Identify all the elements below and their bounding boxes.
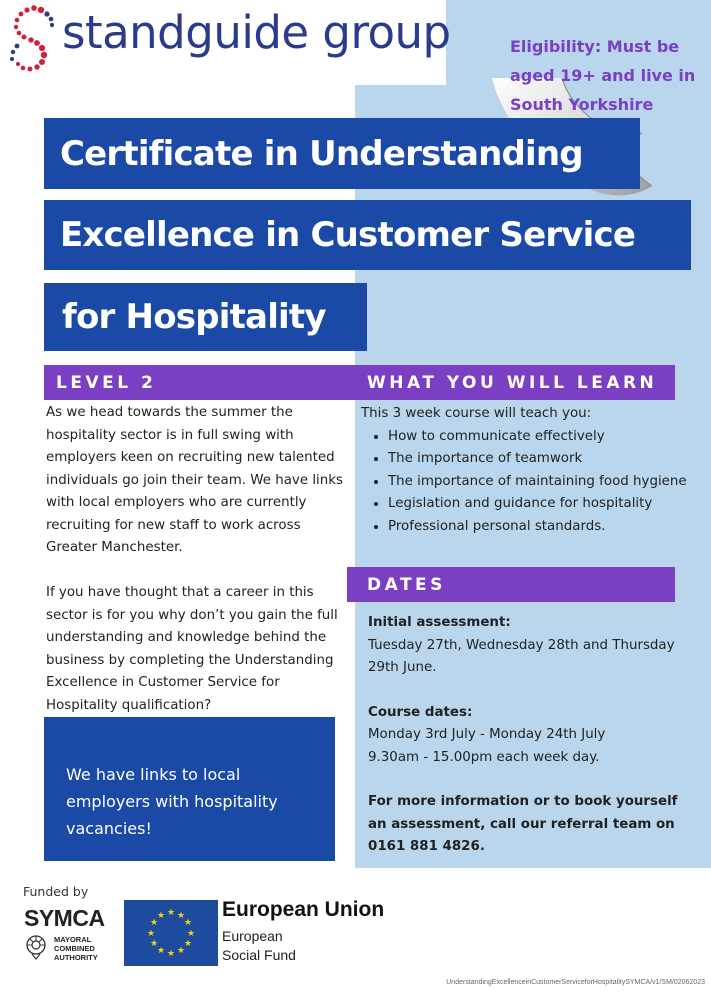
career-paragraph: If you have thought that a career in this sector is for you why don’t you gain the full understanding and knowledge behind the business by completing the Understanding Excellence in Customer Service for Hospitality qualification? <box>46 585 338 713</box>
level-heading-bar <box>44 365 358 400</box>
contact-info: For more information or to book yourself an assessment, call our referral team on 0161 881 4826. <box>368 794 678 854</box>
eu-title: European Union <box>222 898 385 921</box>
intro-paragraph: As we head towards the summer the hospitality sector is in full swing with employers keen on recruiting new talented individuals go join their team. We have links with local employers who are currently recruiting for new staff to work across Greater Manchester. <box>46 405 343 555</box>
svg-text:★: ★ <box>166 908 176 918</box>
learn-heading: WHAT YOU WILL LEARN <box>367 372 658 393</box>
svg-text:★: ★ <box>149 939 159 949</box>
level-heading: LEVEL 2 <box>56 372 157 393</box>
svg-text:★: ★ <box>156 911 166 921</box>
svg-text:★: ★ <box>186 929 196 939</box>
eu-flag-icon <box>124 900 218 966</box>
svg-text:★: ★ <box>183 918 193 928</box>
list-item: • Professional personal standards. <box>388 516 701 539</box>
dates-heading-bar <box>347 567 675 602</box>
svg-text:★: ★ <box>146 929 156 939</box>
company-logo-text: standguide group <box>62 6 451 59</box>
symca-subtitle <box>54 935 98 962</box>
title-banner-line-2 <box>44 200 691 270</box>
svg-text:★: ★ <box>149 918 159 928</box>
list-item: • Legislation and guidance for hospitality <box>388 493 701 516</box>
dates-section <box>368 612 698 859</box>
symca-logo-text: SYMCA <box>24 905 105 931</box>
logo-area <box>0 0 451 85</box>
title-line-2: Excellence in Customer Service <box>60 215 636 255</box>
title-banner-line-3 <box>44 283 367 351</box>
title-line-3: for Hospitality <box>62 297 326 337</box>
eu-stars-icon <box>124 900 218 966</box>
symca-sub-line-2: COMBINED <box>54 944 95 953</box>
eu-sub-line-2: Social Fund <box>222 947 296 963</box>
svg-text:★: ★ <box>156 946 166 956</box>
standguide-logo-icon <box>8 2 62 82</box>
list-item: • The importance of teamwork <box>388 448 701 471</box>
course-dates-line-2: 9.30am - 15.00pm each week day. <box>368 749 600 765</box>
learn-heading-bar <box>355 365 675 400</box>
document-reference: UnderstandingExcellenceinCustomerServiceforHospitalitySYMCA/v1/SM/02062023 <box>446 979 705 986</box>
learn-intro: This 3 week course will teach you: <box>361 406 592 421</box>
dates-heading: DATES <box>367 574 446 595</box>
callout-box <box>44 717 335 861</box>
course-dates-line-1: Monday 3rd July - Monday 24th July <box>368 727 606 742</box>
learn-list <box>361 426 701 539</box>
svg-text:★: ★ <box>176 911 186 921</box>
svg-text:★: ★ <box>166 949 176 959</box>
learn-section <box>361 403 701 538</box>
eligibility-note: Eligibility: Must be aged 19+ and live in South Yorkshire <box>510 37 696 114</box>
list-item: • The importance of maintaining food hygiene <box>388 471 701 494</box>
callout-text: We have links to local employers with hospitality vacancies! <box>66 765 278 838</box>
initial-assessment-text: Tuesday 27th, Wednesday 28th and Thursday 29th June. <box>368 637 675 675</box>
eu-sub-line-1: European <box>222 928 283 944</box>
list-item: • How to communicate effectively <box>388 426 701 449</box>
svg-text:★: ★ <box>176 946 186 956</box>
title-line-1: Certificate in Understanding <box>60 133 583 174</box>
course-dates-label: Course dates: <box>368 704 473 720</box>
initial-assessment-label: Initial assessment: <box>368 615 511 630</box>
title-banner-line-1 <box>44 118 640 189</box>
svg-text:★: ★ <box>183 939 193 949</box>
yorkshire-rose-icon <box>25 934 47 960</box>
eu-subtitle <box>222 927 296 965</box>
symca-sub-line-1: MAYORAL <box>54 935 92 944</box>
funded-by-label: Funded by <box>23 884 89 899</box>
symca-sub-line-3: AUTHORITY <box>54 953 98 962</box>
